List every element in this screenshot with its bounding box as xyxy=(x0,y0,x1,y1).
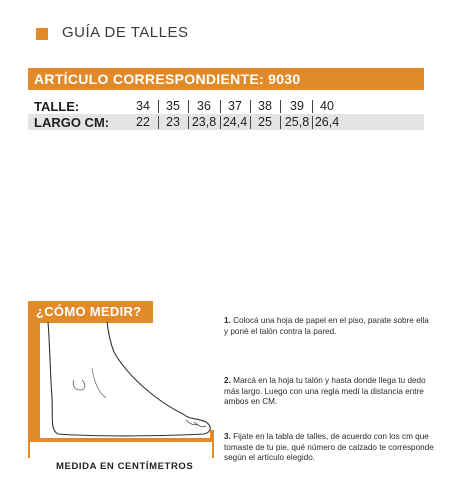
size-cell: 38 xyxy=(258,99,272,113)
column-divider xyxy=(280,116,281,129)
column-divider xyxy=(312,116,313,129)
step-number: 3. xyxy=(224,432,231,441)
foot-icon xyxy=(28,322,228,482)
size-cell: 36 xyxy=(197,99,211,113)
length-cell: 25,8 xyxy=(284,115,310,129)
step-1 xyxy=(224,316,434,337)
step-text: Marcá en la hoja tu talón y hasta donde llega tu dedo más largo. Luego con una regla medí la distancia entre ambos en CM. xyxy=(224,376,426,406)
size-cell: 40 xyxy=(320,99,334,113)
wall-bar xyxy=(28,322,40,440)
how-to-measure-tab xyxy=(28,301,153,323)
foot-illustration xyxy=(28,322,228,482)
step-number: 2. xyxy=(224,376,231,385)
step-text: Colocá una hoja de papel en el piso, parate sobre ella y poné el talón contra la pared. xyxy=(224,316,429,336)
step-3 xyxy=(224,432,434,464)
length-cell: 23,8 xyxy=(191,115,217,129)
wall-label-letter: D xyxy=(6,393,12,400)
article-label: ARTÍCULO CORRESPONDIENTE: 9030 xyxy=(34,71,301,87)
column-divider xyxy=(158,100,159,113)
length-cell: 26,4 xyxy=(314,115,340,129)
size-row-talle xyxy=(28,98,424,114)
column-divider xyxy=(250,100,251,113)
wall-label-letter: A xyxy=(6,369,12,376)
column-divider xyxy=(158,116,159,129)
row-label-largo: LARGO CM: xyxy=(34,115,110,130)
length-cell: 25 xyxy=(258,115,272,129)
column-divider xyxy=(188,100,189,113)
row-label-talle: TALLE: xyxy=(34,99,80,114)
size-cell: 39 xyxy=(290,99,304,113)
length-cell: 24,4 xyxy=(222,115,248,129)
length-cell: 23 xyxy=(166,115,180,129)
step-number: 1. xyxy=(224,316,231,325)
length-cell: 22 xyxy=(136,115,150,129)
size-cell: 37 xyxy=(228,99,242,113)
size-cell: 34 xyxy=(136,99,150,113)
step-2 xyxy=(224,376,434,408)
step-text: Fijate en la tabla de talles, de acuerdo con los cm que tomaste de tu pie, qué número de calzado te corresponde según el artículo elegido. xyxy=(224,432,434,462)
wall-label-letter: P xyxy=(6,361,12,368)
column-divider xyxy=(280,100,281,113)
column-divider xyxy=(312,100,313,113)
column-divider xyxy=(250,116,251,129)
wall-label-text xyxy=(4,361,14,401)
size-cell: 35 xyxy=(166,99,180,113)
ruler-bar xyxy=(28,438,214,442)
header-accent-square xyxy=(36,28,48,40)
wall-label xyxy=(4,361,14,401)
measure-label: MEDIDA EN CENTÍMETROS xyxy=(56,461,194,472)
column-divider xyxy=(220,116,221,129)
page-title: GUÍA DE TALLES xyxy=(62,24,189,41)
article-banner xyxy=(28,68,424,90)
column-divider xyxy=(220,100,221,113)
column-divider xyxy=(188,116,189,129)
size-table xyxy=(28,98,424,130)
wall-label-letter: E xyxy=(6,385,12,392)
how-to-measure-title: ¿CÓMO MEDIR? xyxy=(36,304,142,319)
size-row-largo xyxy=(28,114,424,130)
wall-label-letter: R xyxy=(6,377,12,384)
